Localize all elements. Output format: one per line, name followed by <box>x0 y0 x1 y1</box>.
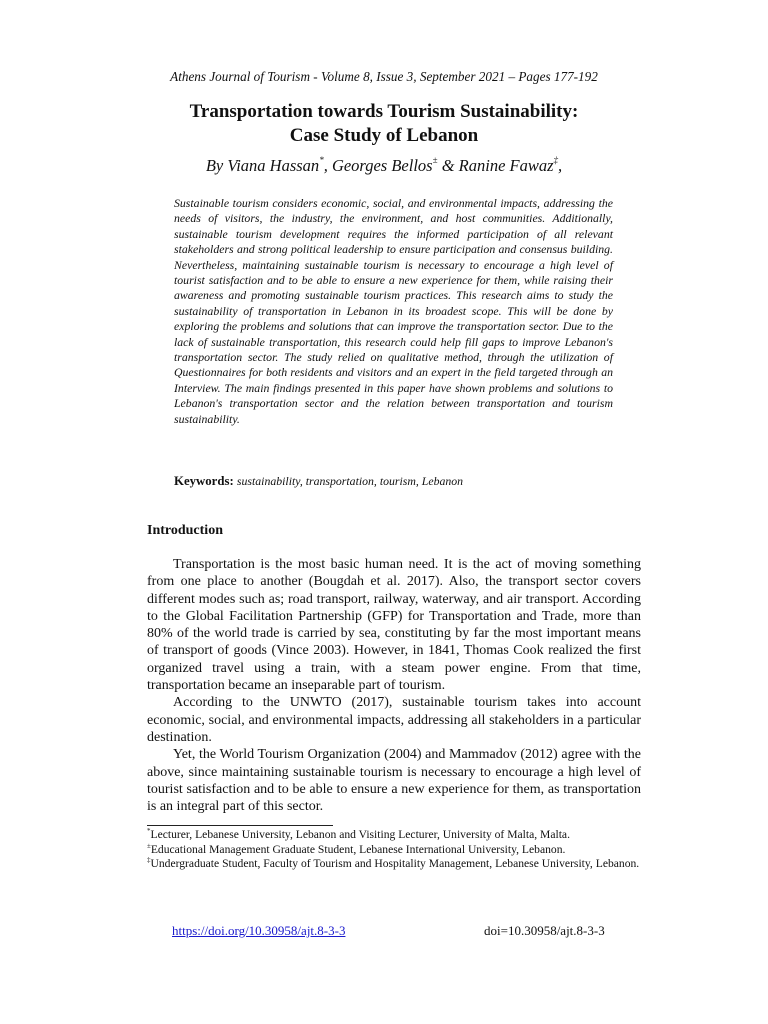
author-separator-2: & <box>437 156 459 175</box>
author-mark-3: ‡ <box>553 155 559 165</box>
footnote-2 <box>147 843 641 858</box>
footnote-mark-2: ± <box>147 841 151 850</box>
running-header: Athens Journal of Tourism - Volume 8, Issue 3, September 2021 – Pages 177-192 <box>170 69 598 84</box>
footnote-text-1: Lecturer, Lebanese University, Lebanon and Visiting Lecturer, University of Malta, Malta. <box>150 828 570 841</box>
keywords-value: sustainability, transportation, tourism, Lebanon <box>236 474 464 488</box>
introduction-body <box>147 556 641 815</box>
author-name-2: Georges Bellos <box>331 156 433 175</box>
footnote-mark-3: ‡ <box>147 856 151 864</box>
doi-link[interactable]: https://doi.org/10.30958/ajt.8-3-3 <box>172 923 346 938</box>
author-name-1: Viana Hassan <box>227 156 320 175</box>
author-separator-1: , <box>323 156 332 175</box>
paper-title-line-1: Transportation towards Tourism Sustainability: <box>189 101 579 122</box>
author-suffix: , <box>558 156 563 175</box>
footnote-3 <box>147 857 641 872</box>
section-heading-introduction: Introduction <box>147 523 223 538</box>
author-prefix: By <box>205 156 228 175</box>
author-name-3: Ranine Fawaz <box>458 156 554 175</box>
footnote-1 <box>147 828 641 843</box>
author-mark-2: ± <box>432 155 438 165</box>
paper-title-line-2: Case Study of Lebanon <box>289 125 479 146</box>
keywords <box>174 474 614 489</box>
body-paragraph-3: Yet, the World Tourism Organization (2004) and Mammadov (2012) agree with the above, since maintaining sustainable tourism is necessary to encourage a high level of tourist satisfaction and to be able to ensure a new experience for them, as transportation is an integral part of this sector. <box>147 747 641 815</box>
footnote-divider <box>147 825 333 826</box>
footnote-text-3: Undergraduate Student, Faculty of Tourism and Hospitality Management, Lebanese University, Lebanon. <box>150 857 640 870</box>
paper-title <box>0 100 768 148</box>
body-paragraph-2: According to the UNWTO (2017), sustainable tourism takes into account economic, social, and environmental impacts, addressing all stakeholders in a particular destination. <box>147 695 641 745</box>
author-mark-1: * <box>319 155 324 165</box>
body-paragraph-1: Transportation is the most basic human need. It is the act of moving something from one place to another (Bougdah et al. 2017). Also, the transport sector covers different modes such as; road transport, railway, waterway, and air transport. According to the Global Facilitation Partnership (GFP) for Transportation and Trade, more than 80% of the world trade is carried by sea, constituting by far the most important means of transport of goods (Vince 2003). However, in 1841, Thomas Cook realized the first organized travel using a train, with a steam power engine. From that time, transportation became an inseparable part of tourism. <box>147 557 641 694</box>
keywords-label: Keywords: <box>174 474 234 488</box>
abstract: Sustainable tourism considers economic, social, and environmental impacts, addressing the needs of visitors, the industry, the environment, and host communities. Additionally, sustainable tourism development requires the informed participation of all relevant stakeholders and strong political leadership to ensure participation and consensus building. Nevertheless, maintaining sustainable tourism is necessary to encourage a high level of tourist satisfaction and to be able to ensure a new experience for them, while raising their awareness and promoting sustainable tourism practices. This research aims to study the sustainability of transportation in Lebanon in its broadest scope. This will be done by exploring the problems and solutions that can improve the transportation sector. Due to the lack of sustainable transportation, this research could help fill gaps to improve Lebanon's transportation sector. The study relied on qualitative method, through the utilization of Questionnaires for both residents and visitors and an expert in the field targeted through an Interview. The main findings presented in this paper have shown problems and solutions to Lebanon's transportation sector and the relation between transportation and tourism sustainability. <box>174 196 613 426</box>
footnotes <box>147 828 641 872</box>
footnote-text-2: Educational Management Graduate Student, Lebanese International University, Lebanon. <box>150 842 566 856</box>
doi-identifier: doi=10.30958/ajt.8-3-3 <box>484 923 605 938</box>
author-line <box>0 156 768 176</box>
footnote-mark-1: * <box>147 827 151 835</box>
